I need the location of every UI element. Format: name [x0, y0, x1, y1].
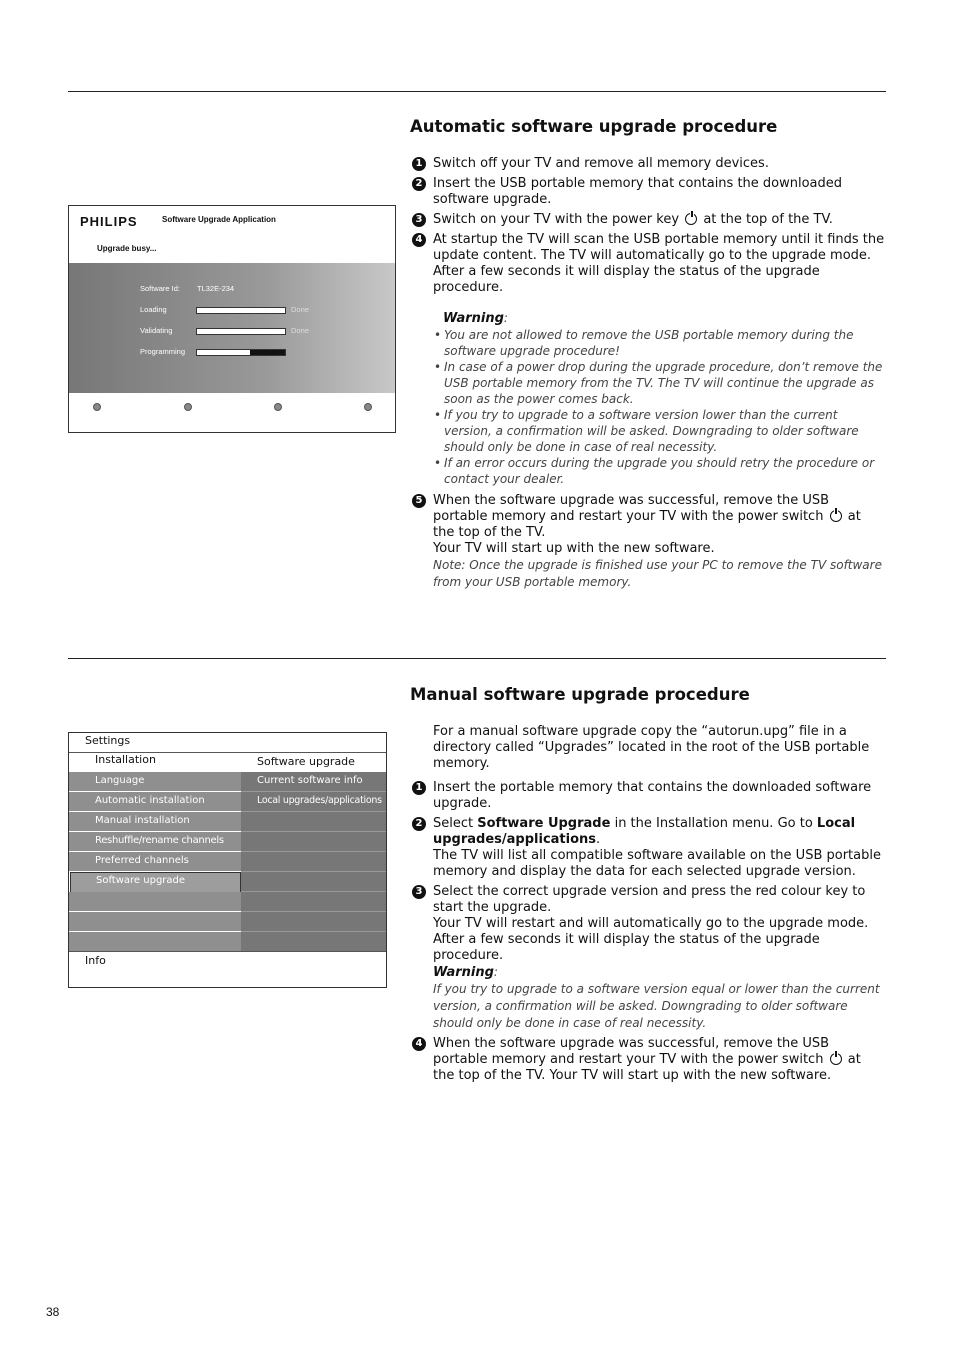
submenu-local-upgrades[interactable]: Local upgrades/applications [241, 792, 386, 812]
software-id: TL32E-234 [197, 284, 235, 293]
submenu-title: Software upgrade [257, 755, 355, 768]
menu-empty-row [69, 892, 241, 912]
red-key-icon [93, 403, 101, 411]
submenu-empty-row [241, 892, 386, 912]
app-title: Software Upgrade Application [162, 215, 276, 224]
validating-bar [196, 328, 286, 335]
menu-item-software-upgrade[interactable]: Software upgrade [70, 872, 241, 893]
green-key-icon [184, 403, 192, 411]
menu-item-manual-installation[interactable]: Manual installation [69, 812, 241, 832]
page-number: 38 [46, 1305, 60, 1319]
loading-bar [196, 307, 286, 314]
philips-logo: PHILIPS [80, 214, 138, 229]
submenu-current-software-info[interactable]: Current software info [241, 772, 386, 792]
info-label: Info [85, 954, 106, 967]
auto-heading: Automatic software upgrade procedure [410, 117, 778, 136]
settings-title: Settings [85, 734, 131, 747]
menu-item-preferred-channels[interactable]: Preferred channels [69, 852, 241, 872]
blue-key-icon [364, 403, 372, 411]
submenu-empty-row [241, 832, 386, 852]
power-icon [830, 510, 842, 522]
menu-item-reshuffle[interactable]: Reshuffle/rename channels [69, 832, 241, 852]
manual-steps [410, 724, 886, 1088]
upgrade-screen [68, 205, 396, 433]
upgrade-status: Upgrade busy... [97, 244, 157, 253]
auto-step-5: 5 When the software upgrade was successful, remove the USB portable memory and restart your TV with the power switch at the top of the TV. Your TV will start up with the new software. Note: Once the upgrade is finished use your PC to remove the TV software from your USB portable memory. [410, 493, 886, 591]
auto-step-2: 2 Insert the USB portable memory that contains the downloaded software upgrade. [410, 176, 886, 208]
manual-step-4: 4 When the software upgrade was successful, remove the USB portable memory and restart your TV with the power switch at the top of the TV. Your TV will start up with the new software. [410, 1036, 886, 1084]
menu-item-language[interactable]: Language [69, 772, 241, 792]
manual-intro: For a manual software upgrade copy the “autorun.upg” file in a directory called “Upgrades” located in the root of the USB portable memory. [433, 724, 870, 771]
submenu-empty-row [241, 872, 386, 892]
menu-empty-row [69, 932, 241, 952]
programming-bar [196, 349, 286, 356]
auto-step-3: 3 Switch on your TV with the power key at the top of the TV. [410, 212, 886, 228]
submenu-empty-row [241, 932, 386, 952]
submenu-empty-row [241, 812, 386, 832]
manual-step-1: 1 Insert the portable memory that contains the downloaded software upgrade. [410, 780, 886, 812]
power-icon [830, 1053, 842, 1065]
auto-step-4: 4 At startup the TV will scan the USB portable memory until it finds the update content. The TV will automatically go to the upgrade mode. After a few seconds it will display the status of the upgrade procedure. [410, 232, 886, 296]
auto-warning: Warning: • You are not allowed to remove the USB portable memory during the software upgrade procedure! • In case of a power drop during the upgrade procedure, don’t remove the USB portable memory from the TV. The TV will continue the upgrade as soon as the power comes back. • If you try to upgrade to a software version lower than the current version, a confirmation will be asked. Downgrading to older software should only be done in case of real necessity. • If an error occurs during the upgrade you should retry the procedure or contact your dealer. [410, 310, 886, 487]
manual-step-3: 3 Select the correct upgrade version and press the red colour key to start the upgrade. Your TV will restart and will automatically go to the upgrade mode. After a few seconds it will display the status of the upgrade procedure. Warning: If you try to upgrade to a software version equal or lower than the current version, a confirmation will be asked. Downgrading to older software should only be done in case of real necessity. [410, 884, 886, 1032]
menu-installation[interactable]: Installation [95, 753, 156, 766]
power-icon [685, 213, 697, 225]
manual-heading: Manual software upgrade procedure [410, 685, 750, 704]
yellow-key-icon [274, 403, 282, 411]
submenu-empty-row [241, 912, 386, 932]
menu-empty-row [69, 912, 241, 932]
menu-item-automatic-installation[interactable]: Automatic installation [69, 792, 241, 812]
auto-step-1: 1 Switch off your TV and remove all memory devices. [410, 156, 886, 172]
submenu-empty-row [241, 852, 386, 872]
progress-panel: Software Id: TL32E-234 Loading Done Validating Done Programming [69, 263, 395, 393]
programming-bar-fill [250, 350, 285, 355]
middle-rule [68, 658, 886, 659]
auto-steps [410, 156, 886, 595]
top-rule [68, 91, 886, 92]
settings-menu [68, 732, 387, 988]
manual-step-2: 2 Select Software Upgrade in the Installation menu. Go to Local upgrades/applications. The TV will list all compatible software available on the USB portable memory and display the data for each selected upgrade version. [410, 816, 886, 880]
